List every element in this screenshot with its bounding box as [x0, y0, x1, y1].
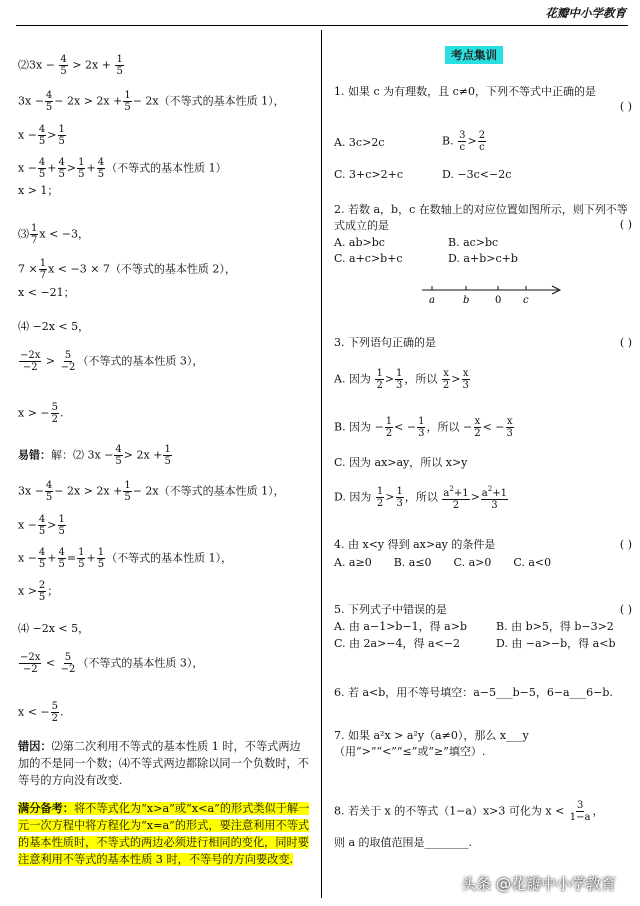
p3-line2: 7 × $\frac{1}{7}$ x < −3 × 7（不等式的基本性质 2）， — [18, 258, 236, 281]
q7: 7. 如果 a²x > a²y（a≠0），那么 x___y（用“>”“<”“≤”或“≥”填空）. — [334, 729, 529, 758]
p2-line5: x > 1； — [18, 184, 59, 197]
q1-opt-c: C. 3+c>2+c — [334, 168, 403, 181]
q5-opt-b: B. 由 b>5，得 b−3>2 — [496, 620, 614, 633]
p4-line1: ⑷ −2x < 5， — [18, 320, 90, 333]
q8-line2: 则 a 的取值范围是________. — [334, 836, 473, 849]
q2-stem: 2. 若数 a，b，c 在数轴上的对应位置如图所示，则下列不等式成立的是 — [334, 203, 628, 232]
axis-label-0: 0 — [495, 295, 502, 306]
p3-line3: x < −21； — [18, 286, 75, 299]
q5-paren: ( ) — [619, 603, 632, 616]
p2-line1: ⑵3x − $\frac{4}{5}$ > 2x + $\frac{1}{5}$ — [18, 54, 123, 77]
column-divider — [321, 30, 322, 898]
q1-opt-a: A. 3c>2c — [334, 136, 385, 149]
q5-opt-d: D. 由 −a>−b，得 a<b — [496, 637, 616, 650]
p4-line3: x > − $\frac{5}{2}$ . — [18, 402, 64, 425]
q3-opt-c: C. 因为 ax>ay，所以 x>y — [334, 456, 468, 469]
q3-opt-b: B. 因为 − $\frac{1}{2}$ < − $\frac{1}{3}$ ，所以 − $\frac{x}{2}$ < − $\frac{x}{3}$ — [334, 416, 513, 439]
q2-opt-d: D. a+b>c+b — [448, 252, 518, 265]
yicuo-line4: x − $\frac{4}{5}$ + $\frac{4}{5}$ = $\frac{1}{5}$ + $\frac{1}{5}$ （不等式的基本性质 1）， — [18, 547, 233, 570]
q2-opt-b: B. ac>bc — [448, 236, 499, 249]
axis-label-b: b — [463, 295, 470, 306]
yicuo-line5: x > $\frac{2}{5}$ ； — [18, 580, 59, 603]
p2-line2: 3x − $\frac{4}{5}$ − 2x > 2x + $\frac{1}{5}$ − 2x（不等式的基本性质 1）， — [18, 90, 285, 113]
yicuo-p4-line1: ⑷ −2x < 5， — [18, 622, 90, 635]
q1-paren: ( ) — [619, 100, 632, 113]
section-title: 考点集训 — [445, 46, 503, 64]
q5-opt-c: C. 由 2a>−4，得 a<−2 — [334, 637, 460, 650]
yicuo-p4-line2: $\frac{-2x}{-2}$ < $\frac{5}{-2}$ （不等式的基本性质 3）， — [20, 652, 204, 675]
q3-paren: ( ) — [619, 336, 632, 349]
q5-opt-a: A. 由 a−1>b−1，得 a>b — [334, 620, 467, 633]
header-rule — [16, 25, 628, 26]
beikao-note: 满分备考：将不等式化为“x>a”或“x<a”的形式类似于解一元一次方程中将方程化为“x=a”的形式，要注意利用不等式的基本性质时，不等式的两边必须进行相同的变化，同时要注意利用不等式的基本性质 3 时，不等号的方向要改变. — [18, 801, 310, 866]
p4-line2: $\frac{-2x}{-2}$ > $\frac{5}{-2}$ （不等式的基本性质 3）， — [20, 350, 204, 373]
q2-opt-c: C. a+c>b+c — [334, 252, 403, 265]
number-line — [420, 284, 570, 308]
q2-opt-a: A. ab>bc — [334, 236, 385, 249]
axis-label-a: a — [429, 295, 435, 306]
q3-opt-d: D. 因为 $\frac{1}{2}$ > $\frac{1}{3}$ ，所以 $\frac{a^2+1}{2}$ > $\frac{a^2+1}{3}$ — [334, 485, 507, 511]
q3-stem: 3. 下列语句正确的是 — [334, 336, 436, 349]
frac: $\frac{4}{5}$ — [60, 54, 67, 77]
q1-opt-d: D. −3c<−2c — [442, 168, 512, 181]
q8-line1: 8. 若关于 x 的不等式（1−a）x>3 可化为 x < $\frac{3}{1-a}$ ， — [334, 800, 604, 823]
q3-opt-a: A. 因为 $\frac{1}{2}$ > $\frac{1}{3}$ ，所以 $\frac{x}{2}$ > $\frac{x}{3}$ — [334, 368, 469, 391]
yicuo-line1: 易错：解：⑵ 3x − $\frac{4}{5}$ > 2x + $\frac{1}{5}$ — [18, 444, 171, 467]
brand-header: 花瓣中小学教育 — [545, 6, 626, 20]
cuoyin-note: 错因：⑵第二次利用不等式的基本性质 1 时，不等式两边加的不是同一个数；⑷不等式两边都除以同一个负数时，不等号的方向没有改变. — [18, 739, 309, 787]
p3-line1: ⑶ $\frac{1}{7}$ x < −3， — [18, 223, 90, 246]
q1-stem: 1. 如果 c 为有理数，且 c≠0，下列不等式中正确的是 — [334, 85, 597, 98]
axis-label-c: c — [523, 295, 529, 306]
q1-opt-b: B. $\frac{3}{c}$ > $\frac{2}{c}$ — [442, 130, 486, 153]
yicuo-p4-line3: x < − $\frac{5}{2}$ . — [18, 701, 64, 724]
p2-line4: x − $\frac{4}{5}$ + $\frac{4}{5}$ > $\frac{1}{5}$ + $\frac{4}{5}$ （不等式的基本性质 1） — [18, 157, 227, 180]
yicuo-line2: 3x − $\frac{4}{5}$ − 2x > 2x + $\frac{1}{5}$ − 2x（不等式的基本性质 1）， — [18, 480, 285, 503]
frac: $\frac{1}{5}$ — [116, 54, 123, 77]
q5-stem: 5. 下列式子中错误的是 — [334, 603, 447, 616]
q4-stem: 4. 由 x<y 得到 ax>ay 的条件是 — [334, 538, 496, 551]
watermark: 头条 @花瓣中小学教育 — [461, 875, 616, 893]
q2-paren: ( ) — [619, 218, 632, 231]
q4-options: A. a≥0 B. a≤0 C. a>0 C. a<0 — [334, 556, 552, 569]
q4-paren: ( ) — [619, 538, 632, 551]
q6: 6. 若 a<b，用不等号填空：a−5___b−5，6−a___6−b. — [334, 686, 613, 699]
yicuo-line3: x − $\frac{4}{5}$ > $\frac{1}{5}$ — [18, 514, 65, 537]
p2-line3: x − $\frac{4}{5}$ > $\frac{1}{5}$ — [18, 124, 65, 147]
